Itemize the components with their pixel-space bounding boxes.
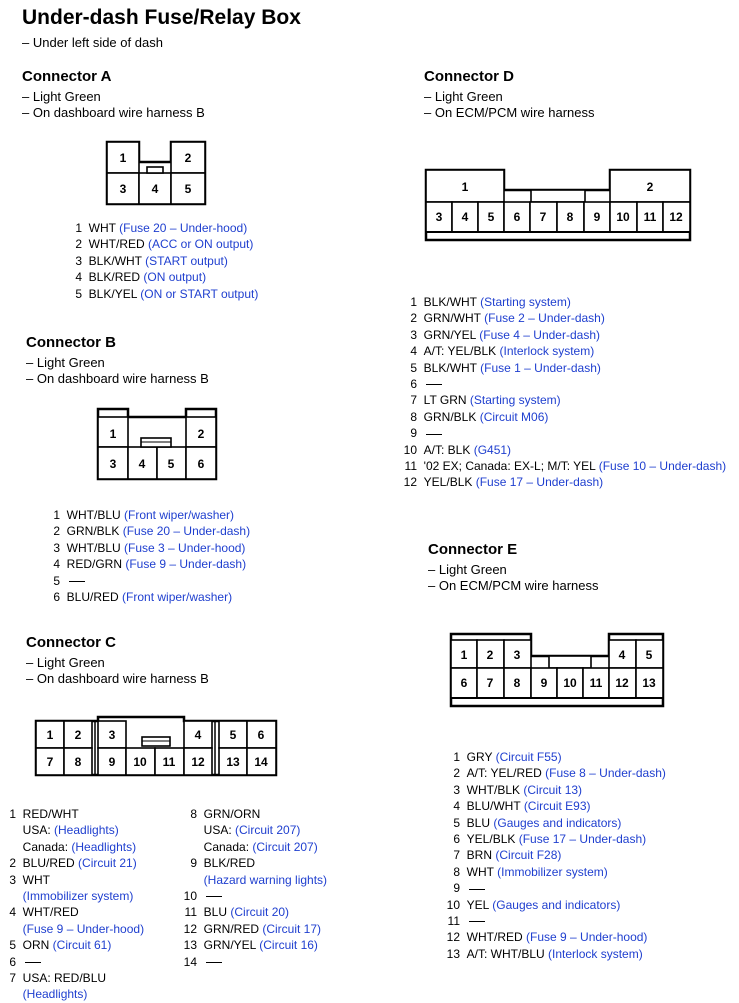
- wire-color: GRN/ORN: [203, 807, 261, 821]
- pin-number: 3: [9, 872, 16, 887]
- pin-label: 5: [184, 182, 192, 196]
- connector-a-pin-list: [70, 220, 258, 302]
- pin-label: 1: [461, 180, 469, 194]
- wire-color: BLK/WHT: [88, 253, 142, 268]
- pin-label: 13: [226, 755, 240, 769]
- pin-number: 1: [53, 508, 60, 522]
- pin-description: (ON or START output): [140, 286, 259, 301]
- wire-color: BLK/RED: [88, 270, 141, 285]
- pin-description: (START output): [145, 253, 228, 268]
- pin-label: 12: [615, 676, 629, 690]
- pin-row: [443, 847, 666, 863]
- page-subtitle: – Under left side of dash: [22, 35, 163, 50]
- pin-label: 12: [191, 755, 205, 769]
- connector-c-harness: – On dashboard wire harness B: [26, 671, 209, 686]
- wire-color: '02 EX; Canada: EX-L; M/T: YEL: [423, 459, 596, 474]
- pin-row: [48, 556, 250, 572]
- pin-label: 3: [119, 182, 127, 196]
- pin-number: 11: [447, 914, 460, 929]
- pin-row: [400, 392, 726, 408]
- connector-d-header: [424, 68, 595, 121]
- connector-b-pin-list: [48, 507, 250, 605]
- pin-label: 1: [109, 427, 117, 441]
- pin-row: [6, 970, 144, 986]
- pin-description: (Gauges and indicators): [492, 897, 621, 912]
- wire-color: A/T: YEL/RED: [466, 766, 542, 781]
- pin-description: (Circuit 21): [78, 856, 137, 871]
- pin-number: 3: [75, 253, 82, 268]
- wire-color: GRN/WHT: [423, 311, 481, 326]
- pin-row: [443, 815, 666, 831]
- pin-row: [400, 376, 726, 392]
- pin-row: [180, 822, 327, 838]
- pin-number: 9: [190, 856, 197, 871]
- pin-row: [400, 474, 726, 490]
- pin-label: 10: [133, 755, 147, 769]
- pin-description: (Front wiper/washer): [124, 508, 235, 522]
- pin-number: 1: [453, 750, 460, 764]
- wire-color: BLU: [466, 815, 491, 830]
- pin-row: [400, 360, 726, 376]
- pin-row: [180, 839, 327, 855]
- pin-row: [70, 269, 258, 285]
- pin-description: (Circuit M06): [479, 409, 549, 424]
- wire-color: YEL/BLK: [466, 832, 516, 847]
- pin-number: 5: [75, 286, 82, 301]
- pin-number: 12: [446, 930, 460, 945]
- pin-row: [443, 765, 666, 781]
- pin-row: [48, 540, 250, 556]
- wire-color: Canada:: [203, 839, 253, 854]
- wire-color: BLK/WHT: [423, 295, 477, 309]
- wire-color: USA:: [203, 823, 236, 838]
- pin-number: 10: [446, 897, 460, 912]
- pin-row: [48, 523, 250, 539]
- pin-label: 10: [616, 210, 630, 224]
- connector-b-header: [26, 334, 209, 387]
- unused-pin-dash: [469, 921, 485, 922]
- pin-row: [180, 904, 327, 920]
- pin-row: [400, 343, 726, 359]
- pin-number: 2: [53, 524, 60, 539]
- pin-description: (Immobilizer system): [22, 889, 134, 904]
- pin-label: 1: [119, 151, 127, 165]
- pin-row: [180, 806, 327, 822]
- pin-description: (Fuse 3 – Under-hood): [124, 540, 246, 555]
- pin-row: [6, 822, 144, 838]
- pin-description: (Fuse 10 – Under-dash): [598, 459, 727, 474]
- connector-e-title: Connector E: [428, 541, 518, 558]
- pin-number: 5: [9, 938, 16, 953]
- pin-label: 2: [486, 648, 494, 662]
- pin-description: (Fuse 20 – Under-hood): [119, 221, 248, 235]
- pin-row: [443, 782, 666, 798]
- pin-label: 12: [669, 210, 683, 224]
- pin-description: (Circuit E93): [523, 799, 591, 814]
- pin-description: (Gauges and indicators): [493, 815, 622, 830]
- connector-a-harness: – On dashboard wire harness B: [22, 105, 205, 120]
- connector-a-diagram: [105, 140, 207, 206]
- pin-row: [6, 855, 144, 871]
- pin-number: 5: [53, 573, 60, 588]
- connector-c-diagram: [34, 715, 278, 777]
- connector-e-header: [428, 541, 599, 594]
- connector-c-header: [26, 634, 209, 687]
- wire-color: YEL: [466, 897, 489, 912]
- pin-label: 7: [46, 755, 54, 769]
- connector-e-harness: – On ECM/PCM wire harness: [428, 578, 599, 593]
- pin-description: (Fuse 9 – Under-hood): [526, 930, 648, 945]
- pin-row: [6, 806, 144, 822]
- connector-a-color: – Light Green: [22, 89, 101, 104]
- pin-number: 13: [446, 946, 460, 961]
- pin-row: [443, 864, 666, 880]
- unused-pin-dash: [206, 896, 222, 897]
- pin-description: (Fuse 17 – Under-dash): [475, 475, 604, 490]
- pin-description: (Starting system): [480, 295, 571, 309]
- pin-row: [180, 954, 327, 970]
- connector-a-header: [22, 68, 205, 121]
- page-title: Under-dash Fuse/Relay Box: [22, 6, 301, 29]
- pin-row: [6, 888, 144, 904]
- pin-number: 6: [453, 832, 460, 847]
- pin-label: 8: [566, 210, 574, 224]
- pin-label: 7: [486, 676, 494, 690]
- pin-label: 6: [257, 728, 265, 742]
- pin-number: 7: [9, 971, 16, 986]
- connector-a-title: Connector A: [22, 68, 112, 85]
- pin-label: 3: [109, 457, 117, 471]
- wire-color: GRN/YEL: [203, 938, 260, 953]
- connector-d-diagram: [424, 168, 692, 242]
- pin-description: (Front wiper/washer): [122, 590, 233, 605]
- pin-number: 1: [75, 221, 82, 235]
- pin-number: 12: [183, 921, 197, 936]
- pin-description: (Circuit 13): [523, 782, 583, 797]
- connector-b-title: Connector B: [26, 334, 116, 351]
- pin-number: 4: [9, 905, 16, 920]
- wire-color: GRN/YEL: [423, 327, 476, 342]
- pin-row: [400, 327, 726, 343]
- pin-label: 6: [460, 676, 468, 690]
- pin-description: (Circuit 207): [235, 823, 301, 838]
- connector-b-diagram: [96, 407, 218, 481]
- connector-d-harness: – On ECM/PCM wire harness: [424, 105, 595, 120]
- pin-description: (Interlock system): [548, 946, 643, 961]
- wire-color: BLU: [203, 905, 231, 920]
- pin-row: [443, 897, 666, 913]
- connector-e-pin-list: [443, 749, 666, 962]
- pin-description: (G451): [473, 442, 512, 457]
- connector-d-title: Connector D: [424, 68, 514, 85]
- pin-number: 5: [410, 360, 417, 375]
- pin-label: 7: [539, 210, 547, 224]
- wire-color: WHT/BLK: [466, 782, 521, 797]
- connector-b-harness: – On dashboard wire harness B: [26, 371, 209, 386]
- pin-label: 9: [540, 676, 548, 690]
- pin-row: [6, 904, 144, 920]
- connector-c-color: – Light Green: [26, 655, 105, 670]
- pin-number: 11: [184, 905, 197, 920]
- connector-d-color: – Light Green: [424, 89, 503, 104]
- pin-number: 2: [9, 856, 16, 871]
- pin-label: 6: [197, 457, 205, 471]
- pin-description: (Fuse 1 – Under-dash): [480, 360, 601, 375]
- pin-row: [400, 442, 726, 458]
- pin-row: [48, 573, 250, 589]
- pin-row: [400, 425, 726, 441]
- pin-number: 5: [453, 815, 460, 830]
- pin-row: [180, 855, 327, 871]
- pin-row: [70, 220, 258, 236]
- pin-row: [6, 872, 144, 888]
- pin-row: [443, 880, 666, 896]
- wire-color: USA:: [22, 823, 55, 838]
- wire-color: WHT: [88, 221, 116, 235]
- pin-label: 1: [460, 648, 468, 662]
- pin-description: (ON output): [143, 270, 207, 285]
- wire-color: A/T: WHT/BLU: [466, 946, 545, 961]
- pin-number: 4: [453, 799, 460, 814]
- connector-b-color: – Light Green: [26, 355, 105, 370]
- unused-pin-dash: [25, 962, 41, 963]
- connector-e-diagram: [449, 632, 665, 708]
- pin-number: 6: [9, 954, 16, 969]
- wire-color: LT GRN: [423, 393, 467, 408]
- wire-color: BLU/RED: [66, 590, 119, 605]
- pin-row: [443, 946, 666, 962]
- pin-label: 9: [593, 210, 601, 224]
- wire-color: BLU/WHT: [466, 799, 521, 814]
- wire-color: RED/WHT: [22, 807, 79, 821]
- wire-color: WHT/RED: [88, 237, 145, 252]
- pin-description: (Fuse 20 – Under-dash): [122, 524, 251, 539]
- pin-row: [70, 236, 258, 252]
- wire-color: WHT/BLU: [66, 540, 121, 555]
- pin-label: 11: [589, 676, 603, 690]
- wire-color: GRN/BLK: [423, 409, 477, 424]
- pin-row: [443, 831, 666, 847]
- pin-label: 5: [645, 648, 653, 662]
- pin-number: 1: [9, 807, 16, 821]
- pin-label: 2: [74, 728, 82, 742]
- wire-color: BRN: [466, 848, 493, 863]
- pin-row: [70, 253, 258, 269]
- pin-description: (Circuit 61): [52, 938, 112, 953]
- pin-label: 3: [108, 728, 116, 742]
- wire-color: WHT/RED: [466, 930, 523, 945]
- wire-color: USA: RED/BLU: [22, 971, 107, 986]
- pin-row: [400, 409, 726, 425]
- pin-label: 11: [162, 755, 176, 769]
- wire-color: A/T: BLK: [423, 442, 471, 457]
- pin-label: 3: [513, 648, 521, 662]
- pin-label: 4: [461, 210, 469, 224]
- pin-label: 13: [642, 676, 656, 690]
- pin-row: [180, 872, 327, 888]
- pin-row: [443, 913, 666, 929]
- pin-number: 14: [183, 954, 197, 969]
- pin-number: 4: [410, 344, 417, 359]
- pin-row: [443, 929, 666, 945]
- pin-number: 2: [75, 237, 82, 252]
- pin-label: 10: [563, 676, 577, 690]
- pin-number: 10: [403, 442, 417, 457]
- pin-label: 8: [74, 755, 82, 769]
- pin-row: [180, 888, 327, 904]
- pin-row: [70, 286, 258, 302]
- pin-row: [6, 954, 144, 970]
- pin-description: (Circuit F55): [495, 750, 562, 764]
- wire-color: BLK/WHT: [423, 360, 477, 375]
- pin-row: [180, 937, 327, 953]
- pin-row: [6, 986, 144, 1002]
- pin-label: 5: [229, 728, 237, 742]
- wire-color: A/T: YEL/BLK: [423, 344, 497, 359]
- connector-c-pin-list-left: [6, 806, 144, 1003]
- connector-e-color: – Light Green: [428, 562, 507, 577]
- pin-description: (Fuse 17 – Under-dash): [518, 832, 647, 847]
- pin-label: 3: [435, 210, 443, 224]
- pin-description: (Immobilizer system): [497, 864, 608, 879]
- pin-label: 2: [646, 180, 654, 194]
- wire-color: RED/GRN: [66, 557, 123, 572]
- pin-number: 1: [410, 295, 417, 309]
- pin-description: (Headlights): [71, 839, 137, 854]
- pin-row: [443, 798, 666, 814]
- wire-color: WHT/BLU: [66, 508, 121, 522]
- wire-color: BLK/YEL: [88, 286, 137, 301]
- pin-description: (Circuit 20): [230, 905, 290, 920]
- pin-label: 4: [618, 648, 626, 662]
- pin-label: 4: [138, 457, 146, 471]
- pin-row: [6, 921, 144, 937]
- unused-pin-dash: [206, 962, 222, 963]
- pin-description: (Circuit F28): [495, 848, 562, 863]
- wire-color: BLK/RED: [203, 856, 256, 871]
- pin-description: (Interlock system): [499, 344, 595, 359]
- connector-c-pin-list-right: [180, 806, 327, 970]
- pin-row: [400, 294, 726, 310]
- pin-label: 2: [184, 151, 192, 165]
- unused-pin-dash: [69, 581, 85, 582]
- pin-number: 6: [53, 590, 60, 605]
- pin-row: [6, 839, 144, 855]
- wire-color: GRY: [466, 750, 493, 764]
- pin-label: 6: [513, 210, 521, 224]
- pin-number: 3: [453, 782, 460, 797]
- pin-description: (ACC or ON output): [148, 237, 254, 252]
- pin-label: 4: [151, 182, 159, 196]
- pin-description: (Fuse 8 – Under-dash): [545, 766, 666, 781]
- pin-number: 12: [403, 475, 417, 490]
- pin-description: (Fuse 4 – Under-dash): [479, 327, 600, 342]
- pin-description: (Circuit 17): [262, 921, 322, 936]
- pin-description: (Circuit 207): [252, 839, 318, 854]
- pin-row: [400, 310, 726, 326]
- pin-number: 9: [410, 426, 417, 441]
- pin-number: 4: [53, 557, 60, 572]
- wire-color: Canada:: [22, 839, 72, 854]
- pin-number: 3: [53, 540, 60, 555]
- pin-description: (Circuit 16): [259, 938, 318, 953]
- pin-number: 7: [410, 393, 417, 408]
- pin-number: 3: [410, 327, 417, 342]
- pin-label: 1: [46, 728, 54, 742]
- wire-color: WHT: [22, 872, 50, 887]
- pin-label: 8: [513, 676, 521, 690]
- wire-color: WHT/RED: [22, 905, 79, 920]
- wire-color: WHT: [466, 864, 494, 879]
- wire-color: ORN: [22, 938, 53, 953]
- pin-number: 10: [183, 889, 197, 904]
- pin-number: 8: [453, 864, 460, 879]
- connector-c-title: Connector C: [26, 634, 116, 651]
- pin-label: 4: [194, 728, 202, 742]
- pin-description: (Headlights): [54, 823, 119, 838]
- pin-description: (Fuse 2 – Under-dash): [484, 311, 605, 326]
- pin-description: (Starting system): [469, 393, 561, 408]
- wire-color: GRN/RED: [203, 921, 263, 936]
- pin-description: (Headlights): [22, 987, 88, 1002]
- pin-number: 11: [404, 459, 417, 474]
- pin-description: (Hazard warning lights): [203, 872, 328, 887]
- wire-color: YEL/BLK: [423, 475, 473, 490]
- pin-row: [180, 921, 327, 937]
- pin-description: (Fuse 9 – Under-hood): [22, 921, 145, 936]
- wire-color: GRN/BLK: [66, 524, 120, 539]
- pin-label: 14: [254, 755, 268, 769]
- pin-label: 5: [167, 457, 175, 471]
- pin-row: [48, 507, 250, 523]
- pin-label: 9: [108, 755, 116, 769]
- pin-row: [400, 458, 726, 474]
- pin-number: 4: [75, 270, 82, 285]
- pin-row: [48, 589, 250, 605]
- pin-number: 8: [190, 807, 197, 821]
- wire-color: BLU/RED: [22, 856, 79, 871]
- pin-label: 5: [487, 210, 495, 224]
- pin-number: 9: [453, 881, 460, 896]
- connector-d-pin-list: [400, 294, 726, 491]
- unused-pin-dash: [469, 889, 485, 890]
- unused-pin-dash: [426, 384, 442, 385]
- pin-number: 6: [410, 377, 417, 392]
- pin-number: 2: [410, 311, 417, 326]
- pin-number: 13: [183, 938, 197, 953]
- pin-label: 2: [197, 427, 205, 441]
- pin-number: 7: [453, 848, 460, 863]
- pin-description: (Fuse 9 – Under-dash): [125, 557, 247, 572]
- pin-row: [6, 937, 144, 953]
- pin-label: 11: [643, 210, 657, 224]
- pin-row: [443, 749, 666, 765]
- pin-number: 8: [410, 409, 417, 424]
- pin-number: 2: [453, 766, 460, 781]
- unused-pin-dash: [426, 434, 442, 435]
